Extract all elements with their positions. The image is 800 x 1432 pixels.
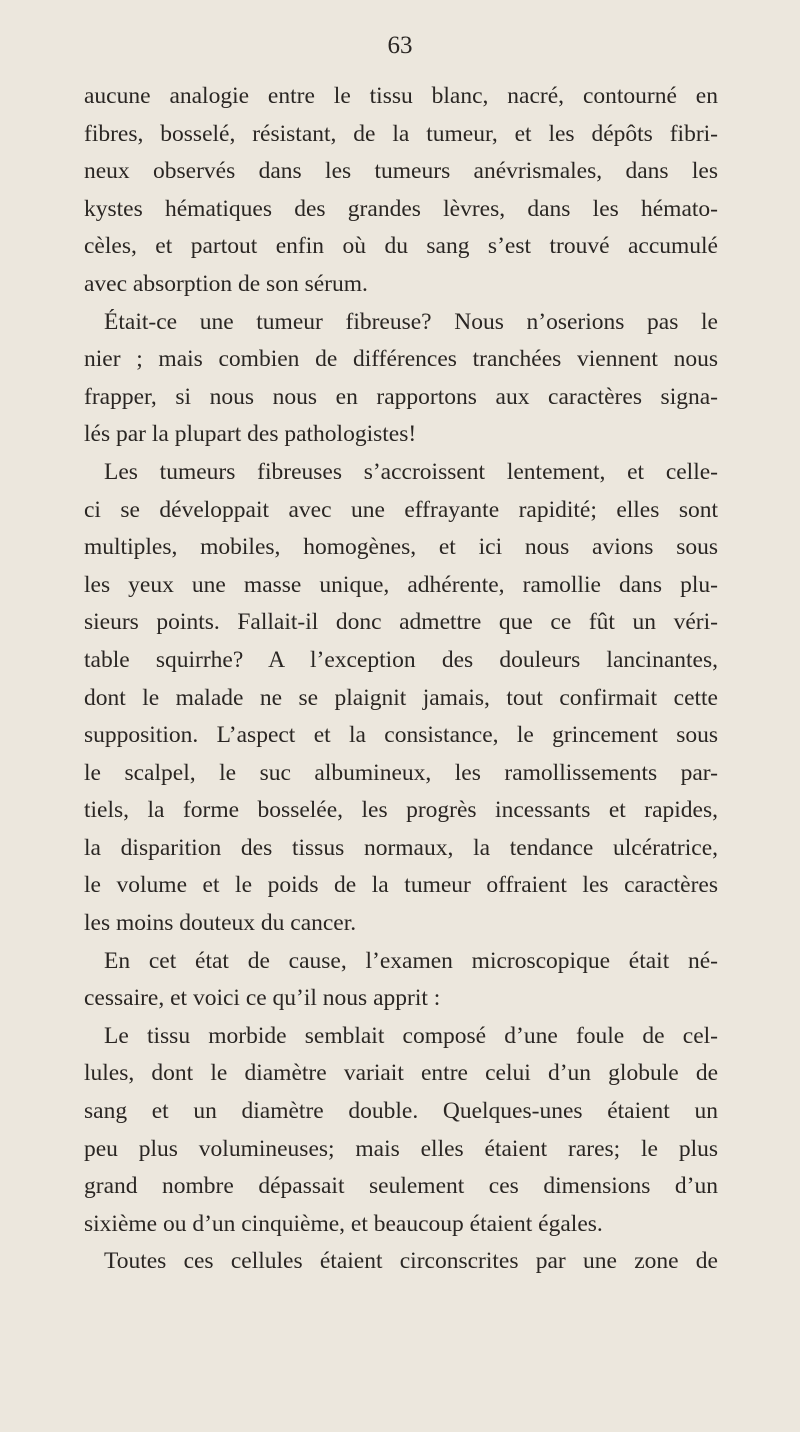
- text-line: les moins douteux du cancer.: [84, 910, 357, 937]
- text-line: sixième ou d’un cinquième, et beaucoup étaient égales.: [84, 1210, 603, 1237]
- text-line: Toutes ces cellules étaient circonscrites par une zone de: [104, 1248, 718, 1275]
- text-line: cessaire, et voici ce qu’il nous apprit :: [84, 985, 441, 1012]
- text-line: frapper, si nous nous en rapportons aux caractères signa-: [84, 383, 718, 410]
- text-line: lules, dont le diamètre variait entre celui d’un globule de: [84, 1060, 718, 1087]
- text-line: la disparition des tissus normaux, la tendance ulcératrice,: [84, 834, 718, 861]
- body-text: [84, 78, 718, 1281]
- text-line: ci se développait avec une effrayante rapidité; elles sont: [84, 496, 718, 523]
- text-line: Les tumeurs fibreuses s’accroissent lentement, et celle-: [104, 458, 718, 485]
- text-line: cèles, et partout enfin où du sang s’est trouvé accumulé: [84, 233, 718, 260]
- text-line: table squirrhe? A l’exception des douleurs lancinantes,: [84, 646, 718, 673]
- text-line: peu plus volumineuses; mais elles étaient rares; le plus: [84, 1135, 718, 1162]
- text-line: sang et un diamètre double. Quelques-unes étaient un: [84, 1098, 718, 1125]
- text-line: supposition. L’aspect et la consistance, le grincement sous: [84, 722, 718, 749]
- text-line: fibres, bosselé, résistant, de la tumeur, et les dépôts fibri-: [84, 120, 718, 147]
- text-line: kystes hématiques des grandes lèvres, dans les hémato-: [84, 195, 718, 222]
- text-line: grand nombre dépassait seulement ces dimensions d’un: [84, 1173, 718, 1200]
- text-line: Le tissu morbide semblait composé d’une foule de cel-: [104, 1022, 718, 1049]
- page-number: 63: [387, 32, 413, 59]
- text-line: sieurs points. Fallait-il donc admettre que ce fût un véri-: [84, 609, 718, 636]
- text-line: multiples, mobiles, homogènes, et ici nous avions sous: [84, 534, 718, 561]
- text-line: tiels, la forme bosselée, les progrès incessants et rapides,: [84, 797, 718, 824]
- text-line: aucune analogie entre le tissu blanc, nacré, contourné en: [84, 83, 718, 109]
- text-line: dont le malade ne se plaignit jamais, tout confirmait cette: [84, 684, 718, 711]
- text-line: Était-ce une tumeur fibreuse? Nous n’oserions pas le: [104, 308, 718, 335]
- text-line: le scalpel, le suc albumineux, les ramollissements par-: [84, 759, 718, 786]
- text-line: le volume et le poids de la tumeur offraient les caractères: [84, 872, 718, 899]
- text-line: En cet état de cause, l’examen microscopique était né-: [104, 947, 718, 974]
- text-line: nier ; mais combien de différences tranchées viennent nous: [84, 346, 718, 373]
- text-line: neux observés dans les tumeurs anévrismales, dans les: [84, 158, 718, 185]
- text-line: avec absorption de son sérum.: [84, 270, 368, 297]
- text-line: lés par la plupart des pathologistes!: [84, 421, 417, 448]
- text-line: les yeux une masse unique, adhérente, ramollie dans plu-: [84, 571, 718, 598]
